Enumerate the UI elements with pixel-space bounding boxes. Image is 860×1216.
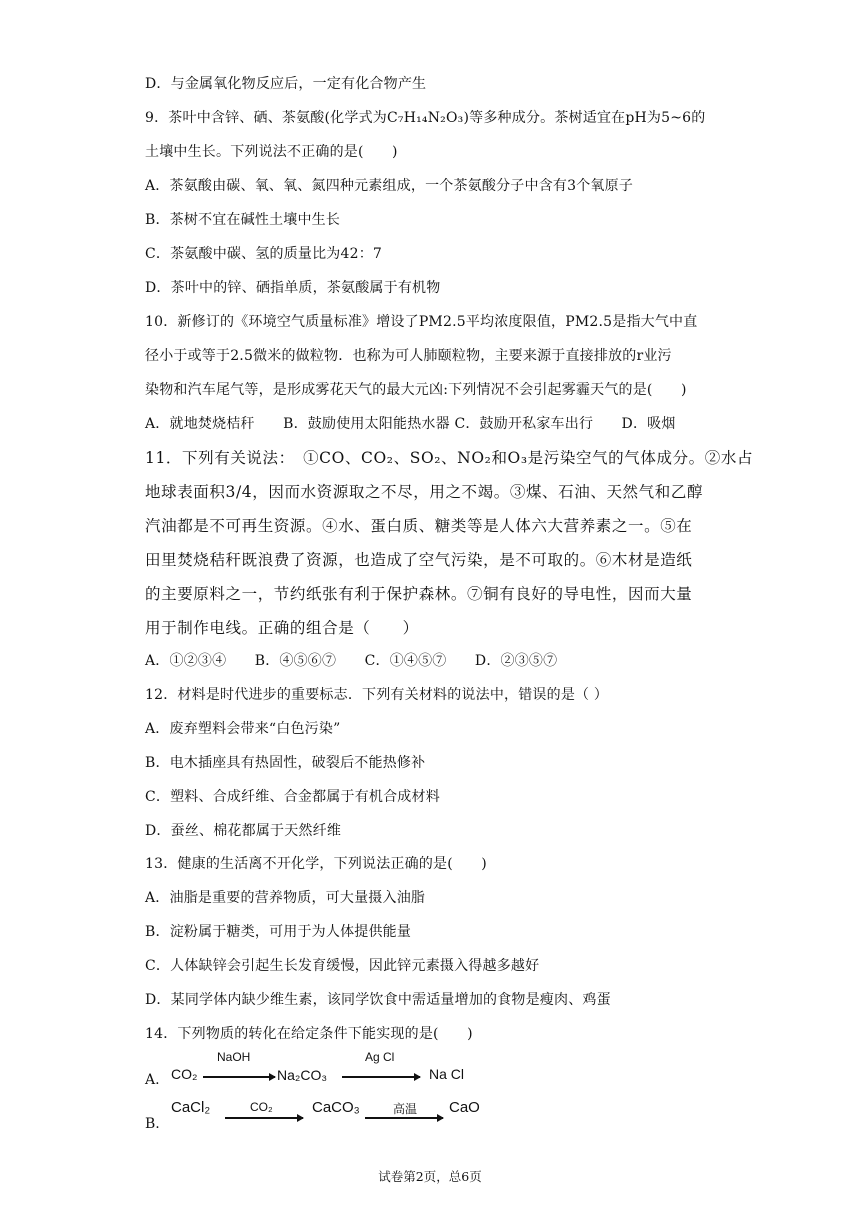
line-q12-a: A．废弃塑料会带来“白色污染” <box>145 721 341 737</box>
line-q11-options: A．①②③④ B．④⑤⑥⑦ C．①④⑤⑦ D．②③⑤⑦ <box>145 653 558 669</box>
page-footer: 试卷第2页，总6页 <box>378 1169 482 1184</box>
arrow-icon <box>225 1117 303 1119</box>
line-q12-c: C．塑料、合成纤维、合金都属于有机合成材料 <box>145 789 440 805</box>
line-q9-c: C．茶氨酸中碳、氢的质量比为42：7 <box>145 246 383 262</box>
arrow-icon <box>342 1076 420 1078</box>
line-q9-b: B．茶树不宜在碱性土壤中生长 <box>145 212 341 228</box>
line-q11-3: 汽油都是不可再生资源。④水、蛋白质、糖类等是人体六大营养素之一。⑤在 <box>145 517 693 535</box>
line-q12-d: D．蚕丝、棉花都属于天然纤维 <box>145 823 342 839</box>
line-q13-d: D．某同学体内缺少维生素，该同学饮食中需适量增加的食物是瘦肉、鸡蛋 <box>145 992 611 1008</box>
reactant: CaCl₂ <box>171 1099 211 1116</box>
line-q12: 12．材料是时代进步的重要标志．下列有关材料的说法中，错误的是（ ） <box>145 687 609 703</box>
line-q11-5: 的主要原料之一，节约纸张有利于保护森林。⑦铜有良好的导电性，因而大量 <box>145 585 693 603</box>
line-q11-2: 地球表面积3/4，因而水资源取之不尽，用之不竭。③煤、石油、天然气和乙醇 <box>145 483 704 501</box>
condition: NaOH <box>217 1050 251 1064</box>
condition: 高温 <box>393 1102 418 1116</box>
product: Na Cl <box>429 1066 465 1082</box>
line-q12-b: B．电木插座具有热固性，破裂后不能热修补 <box>145 755 426 771</box>
line-q13-c: C．人体缺锌会引起生长发育缓慢，因此锌元素摄入得越多越好 <box>145 958 540 974</box>
line-q10-1: 10．新修订的《环境空气质量标准》增设了PM2.5平均浓度限值，PM2.5是指大气中直 <box>145 314 698 330</box>
line-q14: 14．下列物质的转化在给定条件下能实现的是( ) <box>145 1026 473 1042</box>
line-q10-options: A．就地焚烧桔秆 B．鼓励使用太阳能热水器 C．鼓励开私家车出行 D．吸烟 <box>145 416 676 432</box>
line-q9-2: 土壤中生长。下列说法不正确的是( ) <box>145 144 398 160</box>
reaction-b <box>145 1093 665 1137</box>
line-q9-a: A．茶氨酸由碳、氧、氧、氮四种元素组成，一个茶氨酸分子中含有3个氧原子 <box>145 178 634 194</box>
line-q13-a: A．油脂是重要的营养物质，可大量摄入油脂 <box>145 890 426 906</box>
reaction-label: B. <box>145 1116 160 1132</box>
condition: CO₂ <box>250 1100 273 1114</box>
line-q13-b: B．淀粉属于糖类，可用于为人体提供能量 <box>145 924 412 940</box>
line-q9-d: D．茶叶中的锌、硒指单质，茶氨酸属于有机物 <box>145 280 441 296</box>
line-q11-6: 用于制作电线。正确的组合是（ ） <box>145 619 419 637</box>
reactant: CO₂ <box>171 1066 198 1082</box>
line-q13: 13．健康的生活离不开化学，下列说法正确的是( ) <box>145 856 487 872</box>
reaction-label: A. <box>145 1072 160 1088</box>
condition: Ag Cl <box>365 1050 395 1064</box>
line-q10-2: 径小于或等于2.5微米的做粒物．也称为可人肺颐粒物，主要来源于直接排放的r业污 <box>145 348 672 364</box>
reaction-a <box>145 1048 665 1092</box>
product: CaO <box>449 1099 480 1116</box>
arrow-icon <box>365 1117 443 1119</box>
intermediate: Na₂CO₃ <box>277 1067 328 1083</box>
line-q11-4: 田里焚烧秸秆既浪费了资源，也造成了空气污染，是不可取的。⑥木材是造纸 <box>145 551 693 569</box>
line-q9-1: 9．茶叶中含锌、硒、茶氨酸(化学式为C₇H₁₄N₂O₃)等多种成分。茶树适宜在pH为5~6的 <box>145 110 706 126</box>
line-q10-3: 染物和汽车尾气等，是形成雾花天气的最大元凶:下列情况不会引起雾霾天气的是( ) <box>145 382 687 398</box>
intermediate: CaCO₃ <box>312 1099 360 1116</box>
line-q8-d: D．与金属氧化物反应后，一定有化合物产生 <box>145 76 427 92</box>
line-q11-1: 11．下列有关说法： ①CO、CO₂、SO₂、NO₂和O₃是污染空气的气体成分。②水占 <box>145 449 754 467</box>
arrow-icon <box>203 1076 275 1078</box>
